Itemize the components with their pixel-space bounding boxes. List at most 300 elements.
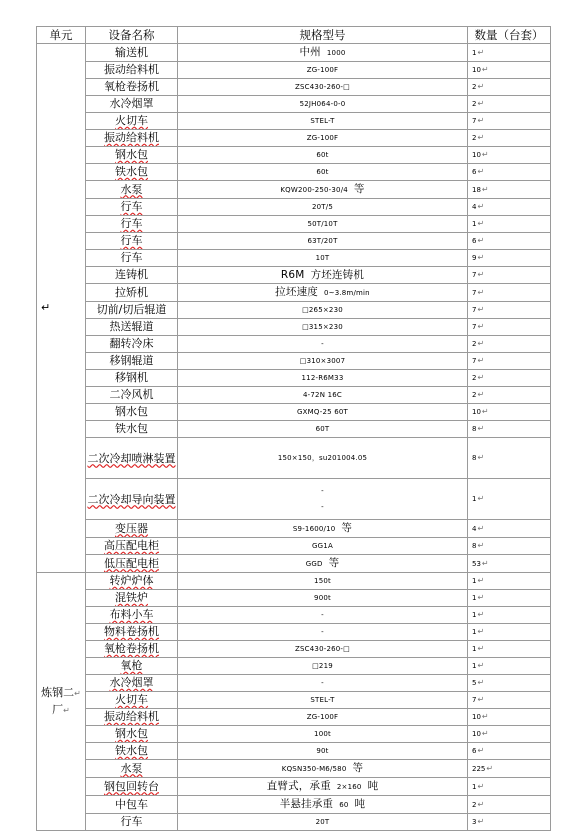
spec-text: 112-R6M33 (301, 374, 344, 382)
spec-cell (178, 709, 468, 726)
spec-cell (178, 590, 468, 607)
paragraph-mark: ↵ (477, 746, 485, 755)
table-row (37, 796, 551, 814)
table-row (37, 538, 551, 555)
spec-cell (178, 130, 468, 147)
quantity-value: 10 (472, 66, 481, 74)
paragraph-mark: ↵ (477, 453, 485, 462)
equipment-name: 钢包回转台 (104, 779, 159, 793)
paragraph-mark: ↵ (477, 661, 485, 670)
spec-extra: 吨 (367, 780, 379, 792)
quantity-value: 2 (472, 391, 477, 399)
table-row (37, 181, 551, 199)
table-row (37, 302, 551, 319)
paragraph-mark: ↵ (481, 558, 489, 568)
spec-text: 4-72N 16C (303, 391, 342, 399)
unit-cell-first (37, 44, 86, 573)
spec-text: STEL-T (310, 696, 335, 704)
quantity-value: 1 (472, 611, 477, 619)
table-row (37, 555, 551, 573)
spec-extra: 等 (328, 557, 340, 569)
equipment-name-cell (86, 336, 178, 353)
quantity-value: 2 (472, 374, 477, 382)
equipment-name: 翻转冷床 (109, 337, 154, 350)
equipment-name: 氧枪卷扬机 (104, 642, 159, 655)
table-row (37, 438, 551, 479)
spec-extra: - (321, 503, 324, 511)
quantity-cell (468, 607, 551, 624)
spec-cell (178, 675, 468, 692)
table-row (37, 421, 551, 438)
quantity-cell (468, 267, 551, 284)
quantity-value: 7 (472, 323, 477, 331)
quantity-value: 7 (472, 117, 477, 125)
quantity-value: 7 (472, 696, 477, 704)
equipment-name-cell (86, 267, 178, 284)
quantity-value: 1 (472, 645, 477, 653)
quantity-cell (468, 573, 551, 590)
spec-text: 60T (315, 425, 330, 433)
quantity-cell (468, 796, 551, 814)
equipment-name: 二次冷却导向装置 (87, 492, 176, 506)
table-row (37, 692, 551, 709)
spec-cell (178, 404, 468, 421)
equipment-name-cell (86, 319, 178, 336)
equipment-name: 铁水包 (115, 422, 148, 435)
paragraph-mark: ↵ (477, 116, 485, 125)
quantity-cell (468, 302, 551, 319)
table-row (37, 96, 551, 113)
header-qty: 数量（台套） (468, 27, 551, 44)
quantity-cell (468, 404, 551, 421)
spec-cell (178, 778, 468, 796)
quantity-value: 1 (472, 220, 477, 228)
quantity-value: 7 (472, 306, 477, 314)
quantity-cell (468, 62, 551, 79)
paragraph-mark: ↵ (477, 678, 485, 687)
unit-cell-second (37, 573, 86, 831)
table-row (37, 250, 551, 267)
table-row (37, 233, 551, 250)
equipment-name: 铁水包 (115, 744, 148, 757)
quantity-cell (468, 233, 551, 250)
table-row (37, 743, 551, 760)
table-row (37, 336, 551, 353)
equipment-name: 二次冷却喷淋装置 (87, 451, 176, 465)
paragraph-mark: ↵ (477, 202, 485, 211)
spec-cell (178, 641, 468, 658)
table-row (37, 164, 551, 181)
quantity-value: 6 (472, 168, 477, 176)
equipment-name-cell (86, 113, 178, 130)
table-row (37, 814, 551, 831)
spec-text: 20T/5 (312, 203, 333, 211)
paragraph-mark: ↵ (481, 184, 489, 194)
spec-text: KQSN350-M6/580 (281, 765, 347, 773)
equipment-name-cell (86, 438, 178, 479)
table-row (37, 658, 551, 675)
spec-cell (178, 692, 468, 709)
quantity-cell (468, 675, 551, 692)
quantity-cell (468, 421, 551, 438)
spec-cell (178, 760, 468, 778)
equipment-name: 热送辊道 (109, 320, 154, 333)
spec-cell (178, 573, 468, 590)
paragraph-mark: ↵ (477, 695, 485, 704)
quantity-cell (468, 520, 551, 538)
spec-cell (178, 726, 468, 743)
quantity-cell (468, 814, 551, 831)
equipment-name-cell (86, 760, 178, 778)
equipment-name-cell (86, 641, 178, 658)
spec-extra: 等 (341, 522, 353, 534)
spec-cell (178, 421, 468, 438)
spec-cell (178, 538, 468, 555)
equipment-name: 铁水包 (115, 165, 148, 178)
table-row (37, 387, 551, 404)
paragraph-mark: ↵ (481, 729, 489, 738)
table-row (37, 216, 551, 233)
equipment-name: 二冷风机 (109, 388, 154, 401)
quantity-value: 2 (472, 83, 477, 91)
spec-text: GGD (305, 560, 323, 568)
paragraph-mark: ↵ (477, 593, 485, 602)
spec-text: 52JH064-0-0 (299, 100, 346, 108)
spec-extra: 等 (353, 183, 365, 195)
spec-text: - (321, 679, 324, 687)
table-row (37, 267, 551, 284)
spec-cell (178, 96, 468, 113)
equipment-name-cell (86, 658, 178, 675)
paragraph-mark: ↵ (477, 253, 485, 262)
spec-text: 60t (316, 168, 329, 176)
paragraph-mark: ↵ (477, 133, 485, 142)
equipment-name: 行车 (120, 234, 143, 247)
quantity-cell (468, 181, 551, 199)
spec-text: 中州 (299, 46, 321, 58)
spec-text: 10T (315, 254, 330, 262)
quantity-value: 10 (472, 408, 481, 416)
equipment-name-cell (86, 778, 178, 796)
quantity-value: 225 (472, 764, 486, 773)
equipment-name-cell (86, 199, 178, 216)
quantity-value: 1 (472, 662, 477, 670)
spec-text: ZSC430-260-□ (295, 83, 350, 91)
spec-cell (178, 79, 468, 96)
quantity-cell (468, 113, 551, 130)
equipment-name-cell (86, 96, 178, 113)
quantity-value: 8 (472, 425, 477, 433)
spec-text: 20T (315, 818, 330, 826)
table-row (37, 641, 551, 658)
spec-text: □310×3007 (299, 357, 346, 365)
paragraph-mark: ↵ (477, 541, 485, 550)
equipment-name-cell (86, 164, 178, 181)
spec-text: ZSC430-260-□ (295, 645, 350, 653)
quantity-cell (468, 709, 551, 726)
spec-text: 直臂式，承重 (266, 780, 331, 792)
spec-extra: 0~3.8m/min (323, 289, 370, 297)
spec-cell (178, 438, 468, 479)
table-row (37, 62, 551, 79)
spec-text: KQW200-250-30/4 (280, 186, 348, 194)
table-row (37, 319, 551, 336)
spec-cell (178, 336, 468, 353)
spec-cell (178, 44, 468, 62)
spec-extra: 1000 (326, 49, 346, 57)
paragraph-mark: ↵ (477, 494, 485, 503)
quantity-cell (468, 479, 551, 520)
quantity-value: 53 (472, 559, 481, 568)
quantity-cell (468, 319, 551, 336)
equipment-name-cell (86, 130, 178, 147)
table-row (37, 709, 551, 726)
equipment-name-cell (86, 62, 178, 79)
header-spec: 规格型号 (178, 27, 468, 44)
quantity-cell (468, 96, 551, 113)
equipment-name: 拉矫机 (115, 285, 148, 299)
equipment-name-cell (86, 284, 178, 302)
spec-extra: 吨 (354, 798, 366, 810)
quantity-cell (468, 370, 551, 387)
spec-cell (178, 113, 468, 130)
quantity-value: 1 (472, 48, 477, 57)
spec-cell (178, 284, 468, 302)
spec-cell (178, 353, 468, 370)
table-row (37, 726, 551, 743)
quantity-value: 10 (472, 730, 481, 738)
quantity-value: 1 (472, 628, 477, 636)
quantity-value: 1 (472, 782, 477, 791)
spec-cell (178, 370, 468, 387)
equipment-name-cell (86, 814, 178, 831)
spec-cell (178, 199, 468, 216)
equipment-name: 低压配电柜 (104, 556, 159, 570)
equipment-name-cell (86, 590, 178, 607)
quantity-cell (468, 438, 551, 479)
table-row (37, 130, 551, 147)
quantity-value: 2 (472, 134, 477, 142)
paragraph-mark: ↵ (481, 407, 489, 416)
equipment-name: 行车 (120, 815, 143, 828)
spec-text: ZG-100F (306, 713, 339, 721)
quantity-value: 10 (472, 713, 481, 721)
quantity-value: 5 (472, 679, 477, 687)
quantity-value: 7 (472, 271, 477, 279)
paragraph-mark: ↵ (481, 712, 489, 721)
equipment-name-cell (86, 726, 178, 743)
spec-text: GXMQ-25 60T (296, 408, 348, 416)
equipment-name: 钢水包 (115, 405, 148, 418)
equipment-name-cell (86, 404, 178, 421)
paragraph-mark: ↵ (477, 373, 485, 382)
paragraph-mark: ↵ (477, 219, 485, 228)
spec-extra: 60 (339, 801, 349, 809)
spec-extra: 等 (352, 762, 364, 774)
quantity-cell (468, 641, 551, 658)
paragraph-mark: ↵ (477, 390, 485, 399)
equipment-name-cell (86, 692, 178, 709)
quantity-cell (468, 743, 551, 760)
equipment-name-cell (86, 675, 178, 692)
equipment-name: 物料卷扬机 (104, 625, 159, 638)
unit-mark: ↵ (63, 705, 70, 715)
paragraph-mark: ↵ (477, 99, 485, 108)
spec-text: GG1A (312, 542, 333, 550)
table-row (37, 479, 551, 520)
paragraph-mark: ↵ (477, 47, 485, 57)
equipment-name: 中包车 (115, 797, 148, 811)
header-name: 设备名称 (86, 27, 178, 44)
spec-extra: 2×160 (336, 783, 362, 791)
quantity-cell (468, 164, 551, 181)
quantity-cell (468, 692, 551, 709)
equipment-name-cell (86, 233, 178, 250)
quantity-value: 10 (472, 151, 481, 159)
equipment-name: 混铁炉 (115, 591, 148, 604)
quantity-value: 6 (472, 747, 477, 755)
equipment-name-cell (86, 479, 178, 520)
spec-text: 50T/10T (307, 220, 338, 228)
spec-cell (178, 624, 468, 641)
equipment-name-cell (86, 624, 178, 641)
spec-text: □315×230 (302, 323, 343, 331)
quantity-cell (468, 778, 551, 796)
paragraph-mark: ↵ (477, 236, 485, 245)
equipment-name: 连铸机 (115, 268, 148, 281)
table-row (37, 353, 551, 370)
spec-cell (178, 520, 468, 538)
equipment-name: 变压器 (115, 521, 148, 535)
quantity-cell (468, 250, 551, 267)
table-row (37, 404, 551, 421)
equipment-name: 行车 (120, 251, 143, 264)
quantity-cell (468, 284, 551, 302)
equipment-name: 振动给料机 (104, 710, 159, 723)
spec-text: 半悬挂承重 (279, 798, 334, 810)
spec-text: □265×230 (302, 306, 343, 314)
spec-text: S9-1600/10 (292, 525, 336, 533)
equipment-name-cell (86, 44, 178, 62)
equipment-name-cell (86, 607, 178, 624)
quantity-cell (468, 216, 551, 233)
spec-text: - (321, 340, 324, 348)
paragraph-mark: ↵ (481, 65, 489, 74)
spec-text: STEL-T (310, 117, 335, 125)
equipment-name-cell (86, 181, 178, 199)
table-row (37, 590, 551, 607)
spec-text: R6M (280, 269, 305, 281)
equipment-name: 移钢机 (115, 371, 148, 384)
paragraph-mark: ↵ (477, 799, 485, 809)
quantity-value: 2 (472, 100, 477, 108)
equipment-name: 水冷烟罩 (109, 676, 154, 689)
paragraph-mark: ↵ (477, 627, 485, 636)
spec-cell (178, 267, 468, 284)
equipment-name: 布料小车 (109, 608, 154, 621)
paragraph-mark: ↵ (477, 817, 485, 826)
equipment-name: 行车 (120, 200, 143, 213)
spec-text: 100t (314, 730, 331, 738)
table-row (37, 79, 551, 96)
equipment-name: 钢水包 (115, 148, 148, 161)
table-row (37, 573, 551, 590)
quantity-value: 7 (472, 288, 477, 297)
quantity-value: 4 (472, 203, 477, 211)
equipment-name: 钢水包 (115, 727, 148, 740)
quantity-value: 8 (472, 542, 477, 550)
quantity-cell (468, 387, 551, 404)
spec-cell (178, 302, 468, 319)
table-row (37, 607, 551, 624)
quantity-cell (468, 555, 551, 573)
spec-text: - (321, 628, 324, 636)
quantity-value: 18 (472, 185, 481, 194)
quantity-cell (468, 336, 551, 353)
quantity-cell (468, 726, 551, 743)
spec-text: ZG-100F (306, 134, 339, 142)
spec-text: - (321, 487, 324, 495)
table-row (37, 284, 551, 302)
spec-text: 63T/20T (307, 237, 338, 245)
table-row (37, 675, 551, 692)
quantity-value: 2 (472, 340, 477, 348)
spec-cell (178, 796, 468, 814)
paragraph-mark: ↵ (477, 339, 485, 348)
quantity-value: 4 (472, 524, 477, 533)
equipment-name-cell (86, 370, 178, 387)
paragraph-mark: ↵ (486, 763, 494, 773)
equipment-name: 高压配电柜 (104, 539, 159, 552)
equipment-name-cell (86, 421, 178, 438)
equipment-name: 氧枪 (120, 659, 143, 672)
spec-text: ZG-100F (306, 66, 339, 74)
spec-cell (178, 387, 468, 404)
equipment-name-cell (86, 302, 178, 319)
paragraph-mark: ↵ (477, 287, 485, 297)
table-row (37, 113, 551, 130)
quantity-cell (468, 624, 551, 641)
unit-second-line1: 炼钢二 (41, 685, 75, 699)
equipment-name: 水泵 (120, 761, 143, 775)
spec-cell (178, 607, 468, 624)
paragraph-mark: ↵ (477, 610, 485, 619)
paragraph-mark: ↵ (477, 322, 485, 331)
equipment-name-cell (86, 520, 178, 538)
equipment-name-cell (86, 216, 178, 233)
equipment-name: 氧枪卷扬机 (104, 80, 159, 93)
quantity-cell (468, 760, 551, 778)
spec-cell (178, 555, 468, 573)
spec-cell (178, 814, 468, 831)
quantity-cell (468, 44, 551, 62)
paragraph-mark: ↵ (477, 82, 485, 91)
equipment-name-cell (86, 555, 178, 573)
quantity-value: 1 (472, 594, 477, 602)
table-row (37, 370, 551, 387)
paragraph-mark: ↵ (481, 150, 489, 159)
equipment-name: 水泵 (120, 182, 143, 196)
quantity-cell (468, 199, 551, 216)
paragraph-mark: ↵ (477, 270, 485, 279)
equipment-name: 转炉炉体 (109, 574, 154, 587)
quantity-cell (468, 538, 551, 555)
spec-cell (178, 479, 468, 520)
equipment-name: 振动给料机 (104, 131, 159, 144)
equipment-name: 切前/切后辊道 (96, 303, 167, 316)
paragraph-mark: ↵ (477, 576, 485, 585)
table-row (37, 778, 551, 796)
